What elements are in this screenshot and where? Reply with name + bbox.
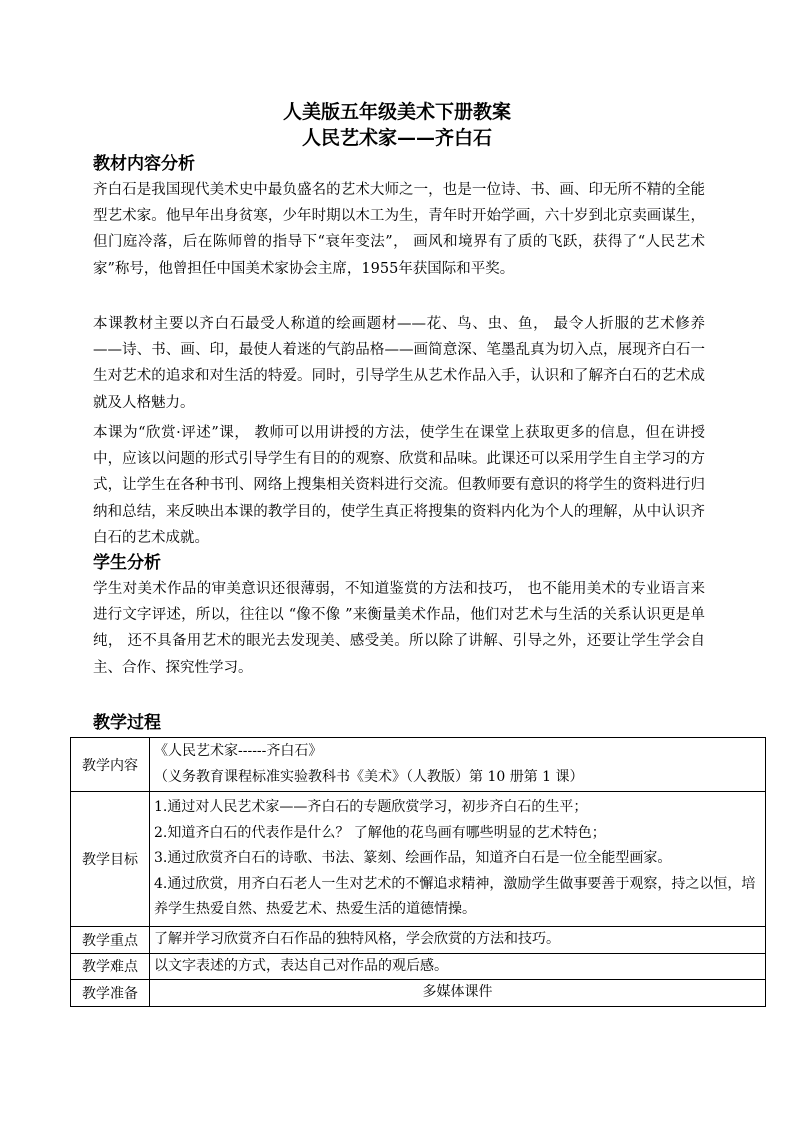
value-preparation: 多媒体课件 [150, 980, 766, 1007]
goal-item-1: 1.通过对人民艺术家——齐白石的专题欣赏学习，初步齐白石的生平； [154, 799, 588, 816]
goal-item-4: 4.通过欣赏，用齐白石老人一生对艺术的不懈追求精神，激励学生做事要善于观察，持之以恒，培养学生热爱自然、热爱艺术、热爱生活的道德情操。 [154, 875, 756, 918]
table-row-difficulties [71, 953, 766, 980]
table-row-goals [71, 792, 766, 927]
value-key-points: 了解并学习欣赏齐白石作品的独特风格，学会欣赏的方法和技巧。 [150, 927, 766, 954]
label-goals: 教学目标 [71, 792, 150, 927]
value-difficulties: 以文字表述的方式，表达自己对作品的观后感。 [150, 953, 766, 980]
content-line-1: 《人民艺术家------齐白石》 [154, 743, 323, 759]
goal-item-3: 3.通过欣赏齐白石的诗歌、书法、篆刻、绘画作品，知道齐白石是一位全能型画家。 [154, 850, 672, 867]
material-paragraph-1: 齐白石是我国现代美术史中最负盛名的艺术大师之一，也是一位诗、书、画、印无所不精的全能型艺术家。他早年出身贫寒，少年时期以木工为生，青年时开始学画，六十岁到北京卖画谋生，但门庭冷落，后在陈师曾的指导下“衰年变法”， 画风和境界有了质的飞跃，获得了“人民艺术家”称号，他曾担任中国美术家协会主席，1955年获国际和平奖。 [93, 182, 705, 277]
section-heading-process: 教学过程 [93, 713, 161, 733]
table-row-preparation [71, 980, 766, 1007]
label-difficulties: 教学难点 [71, 953, 150, 980]
material-paragraph-2: 本课教材主要以齐白石最受人称道的绘画题材——花、鸟、虫、鱼， 最令人折服的艺术修养——诗、书、画、印，最使人着迷的气韵品格——画简意深、笔墨乱真为切入点，展现齐白石一生对艺术的追求和对生活的特爱。同时，引导学生从艺术作品入手，认识和了解齐白石的艺术成就及人格魅力。 [93, 316, 705, 411]
value-content [150, 738, 766, 792]
table-row-key-points [71, 927, 766, 954]
table-row-content [71, 738, 766, 792]
goal-item-2: 2.知道齐白石的代表作是什么？ 了解他的花鸟画有哪些明显的艺术特色； [154, 824, 606, 841]
content-line-2: （义务教育课程标准实验教科书《美术》（人教版）第 10 册第 1 课） [154, 768, 584, 785]
students-paragraph-1: 学生对美术作品的审美意识还很薄弱，不知道鉴赏的方法和技巧， 也不能用美术的专业语言来进行文字评述，所以，往往以 “像不像 ”来衡量美术作品，他们对艺术与生活的关系认识更是单纯， 还不具备用艺术的眼光去发现美、感受美。所以除了讲解、引导之外，还要让学生学会自主、合作、探究性学习。 [93, 581, 705, 676]
label-content: 教学内容 [71, 738, 150, 792]
label-key-points: 教学重点 [71, 927, 150, 954]
teaching-process-table [70, 737, 766, 1007]
lesson-title: 人民艺术家——齐白石 [301, 127, 492, 149]
section-heading-students: 学生分析 [93, 553, 161, 573]
section-heading-material: 教材内容分析 [93, 154, 195, 174]
value-goals [150, 792, 766, 927]
material-paragraph-3: 本课为“欣赏·评述”课， 教师可以用讲授的方法，使学生在课堂上获取更多的信息，但在讲授中，应该以问题的形式引导学生有目的的观察、欣赏和品味。此课还可以采用学生自主学习的方式，让学生在各种书刊、网络上搜集相关资料进行交流。但教师要有意识的将学生的资料进行归纳和总结，来反映出本课的教学目的，使学生真正将搜集的资料内化为个人的理解，从中认识齐白石的艺术成就。 [93, 425, 705, 546]
document-title: 人美版五年级美术下册教案 [282, 101, 511, 123]
label-preparation: 教学准备 [71, 980, 150, 1007]
